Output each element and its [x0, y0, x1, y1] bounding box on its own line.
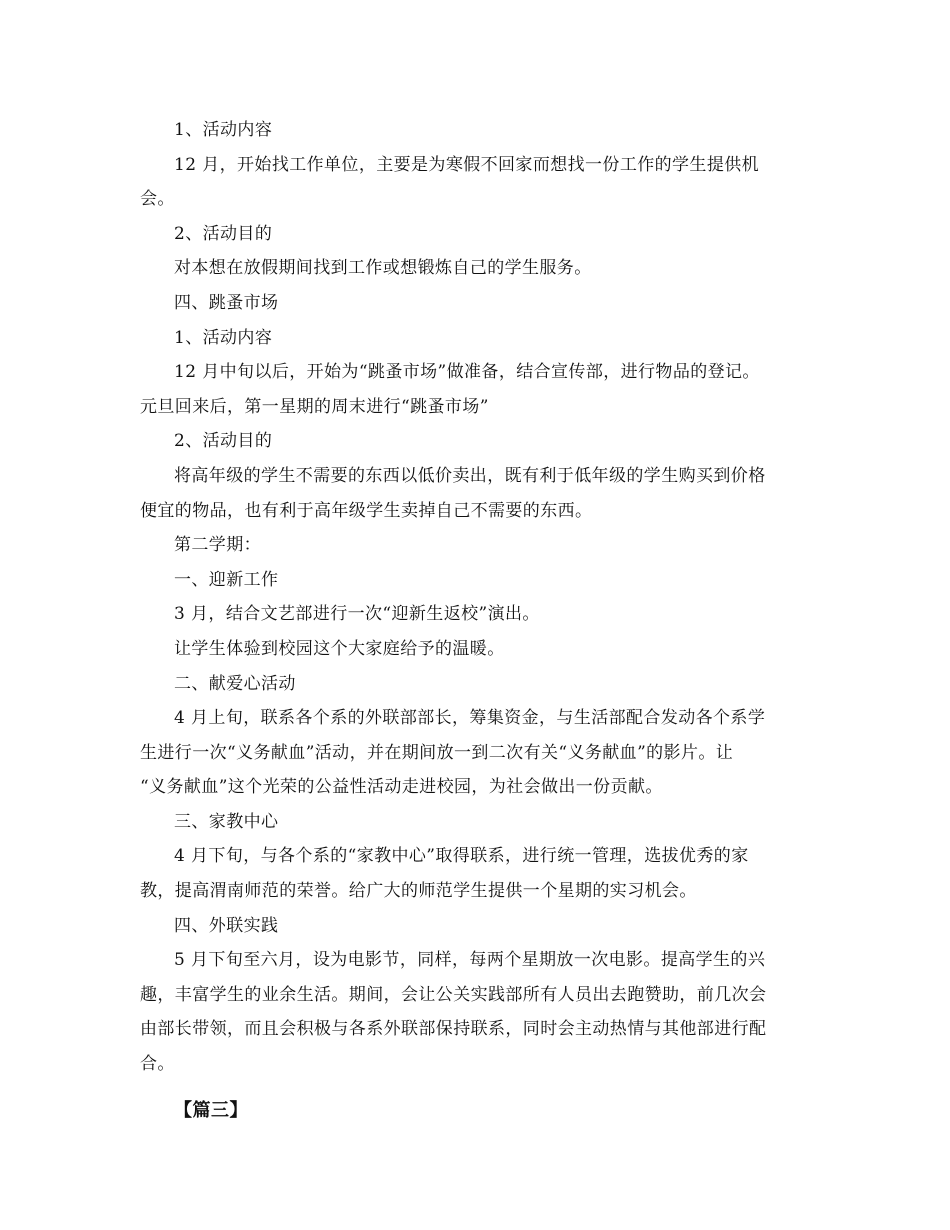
- text-line: “义务献血”这个光荣的公益性活动走进校园，为社会做出一份贡献。: [140, 777, 663, 798]
- text-line: 趣，丰富学生的业余生活。期间，会让公关实践部所有人员出去跑赞助，前几次会: [140, 984, 767, 1005]
- text-line: 2、活动目的: [174, 431, 273, 452]
- text-line: 便宜的物品，也有利于高年级学生卖掉自己不需要的东西。: [140, 500, 593, 521]
- text-line: 四、跳蚤市场: [174, 292, 279, 313]
- text-line: 2、活动目的: [174, 223, 273, 244]
- text-line: 二、献爱心活动: [174, 673, 296, 694]
- text-line: 1、活动内容: [174, 120, 273, 140]
- text-line: 将高年级的学生不需要的东西以低价卖出，既有利于低年级的学生购买到价格: [174, 465, 766, 486]
- text-line: 对本想在放假期间找到工作或想锻炼自己的学生服务。: [174, 258, 592, 279]
- text-line: 由部长带领，而且会积极与各系外联部保持联系，同时会主动热情与其他部进行配: [140, 1019, 767, 1040]
- section-heading-pian-san: 【篇三】: [174, 1099, 248, 1121]
- paragraph-lines: [140, 113, 820, 1082]
- text-line: 12 月中旬以后，开始为“跳蚤市场”做准备，结合宣传部，进行物品的登记。: [174, 362, 760, 383]
- text-line: 元旦回来后，第一星期的周末进行“跳蚤市场”: [140, 396, 489, 417]
- text-line: 合。: [140, 1054, 175, 1075]
- text-line: 4 月下旬，与各个系的“家教中心”取得联系，进行统一管理，选拔优秀的家: [174, 846, 749, 867]
- text-line: 生进行一次“义务献血”活动，并在期间放一到二次有关“义务献血”的影片。让: [140, 742, 734, 763]
- text-line: 四、外联实践: [174, 915, 279, 936]
- text-line: 12 月，开始找工作单位，主要是为寒假不回家而想找一份工作的学生提供机: [174, 154, 760, 175]
- text-line: 三、家教中心: [174, 811, 279, 832]
- text-line: 第二学期：: [174, 535, 261, 556]
- text-line: 让学生体验到校园这个大家庭给予的温暖。: [174, 638, 505, 659]
- text-line: 5 月下旬至六月，设为电影节，同样，每两个星期放一次电影。提高学生的兴: [174, 950, 766, 971]
- text-line: 教，提高渭南师范的荣誉。给广大的师范学生提供一个星期的实习机会。: [140, 881, 697, 902]
- document-body: [140, 113, 820, 1122]
- text-line: 3 月，结合文艺部进行一次“迎新生返校”演出。: [174, 604, 540, 625]
- text-line: 1、活动内容: [174, 327, 273, 348]
- text-line: 4 月上旬，联系各个系的外联部部长，筹集资金，与生活部配合发动各个系学: [174, 708, 766, 729]
- text-line: 一、迎新工作: [174, 569, 279, 590]
- text-line: 会。: [140, 189, 175, 210]
